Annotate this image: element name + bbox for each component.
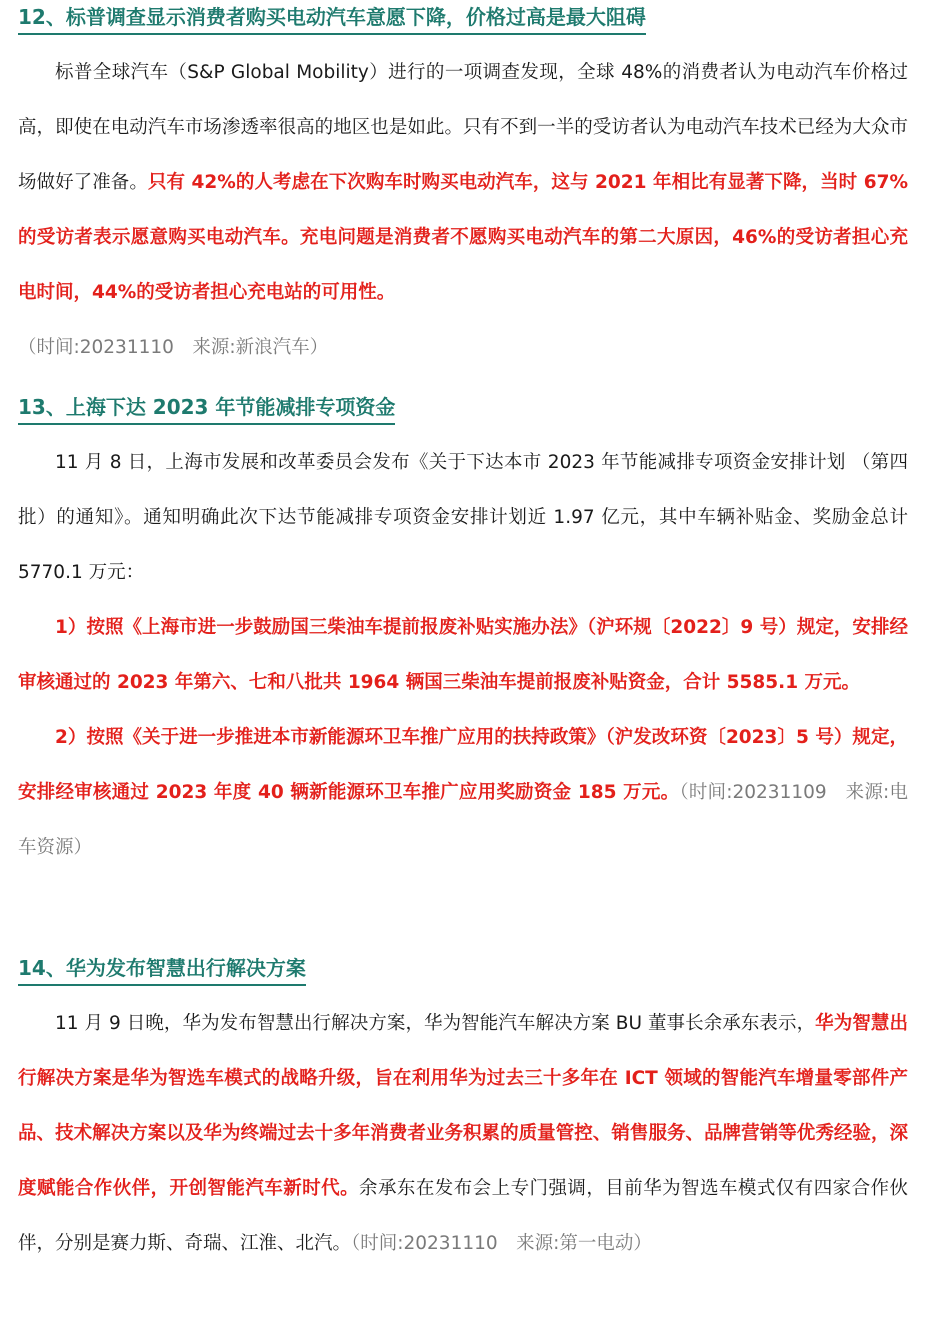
section-heading-13: 13、上海下达 2023 年节能减排专项资金 <box>18 394 395 425</box>
highlight-text: 2）按照《关于进一步推进本市新能源环卫车推广应用的扶持政策》（沪发改环资〔2023〕5 号）规定，安排经审核通过 2023 年度 40 辆新能源环卫车推广应用奖励资金 185 万元。 <box>18 727 908 803</box>
highlight-text: 华为智慧出行解决方案是华为智选车模式的战略升级，旨在利用华为过去三十多年在 ICT 领域的智能汽车增量零部件产品、技术解决方案以及华为终端过去十多年消费者业务积累的质量管控、销售服务、品牌营销等优秀经验，深度赋能合作伙伴，开创智能汽车新时代。 <box>18 1013 908 1199</box>
section-heading-14: 14、华为发布智慧出行解决方案 <box>18 955 306 986</box>
paragraph-13-intro <box>18 435 908 600</box>
source-text: （时间:20231110 来源:第一电动） <box>351 1233 652 1254</box>
news-item-13 <box>18 394 908 875</box>
highlight-text: 只有 42%的人考虑在下次购车时购买电动汽车，这与 2021 年相比有显著下降，当时 67%的受访者表示愿意购买电动汽车。充电问题是消费者不愿购买电动汽车的第二大原因，46%的受访者担心充电时间，44%的受访者担心充电站的可用性。 <box>18 172 908 303</box>
body-text: 11 月 8 日，上海市发展和改革委员会发布《关于下达本市 2023 年节能减排专项资金安排计划 （第四批）的通知》。通知明确此次下达节能减排专项资金安排计划近 1.97 亿元，其中车辆补贴金、奖励金总计 5770.1 万元： <box>18 452 908 583</box>
source-line-12 <box>18 320 908 375</box>
body-text: 余承东在发布会上专门强调，目前华为智选车模式仅有四家合作伙伴，分别是赛力斯、奇瑞、江淮、北汽。 <box>18 1178 908 1254</box>
highlight-text: 1）按照《上海市进一步鼓励国三柴油车提前报废补贴实施办法》（沪环规〔2022〕9 号）规定，安排经审核通过的 2023 年第六、七和八批共 1964 辆国三柴油车提前报废补贴资金，合计 5585.1 万元。 <box>18 617 908 693</box>
paragraph-13-item-1 <box>18 600 908 710</box>
news-item-12 <box>18 4 908 375</box>
news-item-14 <box>18 955 908 1271</box>
body-text: 11 月 9 日晚，华为发布智慧出行解决方案，华为智能汽车解决方案 BU 董事长余承东表示， <box>55 1013 816 1034</box>
paragraph-12 <box>18 45 908 320</box>
paragraph-13-item-2 <box>18 710 908 875</box>
paragraph-14 <box>18 996 908 1271</box>
section-heading-12: 12、标普调查显示消费者购买电动汽车意愿下降，价格过高是最大阻碍 <box>18 4 646 35</box>
source-text: （时间:20231109 来源:电车资源） <box>18 782 909 858</box>
body-text: 标普全球汽车（S&P Global Mobility）进行的一项调查发现，全球 48%的消费者认为电动汽车价格过高，即使在电动汽车市场渗透率很高的地区也是如此。只有不到一半的受访者认为电动汽车技术已经为大众市场做好了准备。 <box>18 62 908 193</box>
source-text: （时间:20231110 来源:新浪汽车） <box>18 337 329 358</box>
